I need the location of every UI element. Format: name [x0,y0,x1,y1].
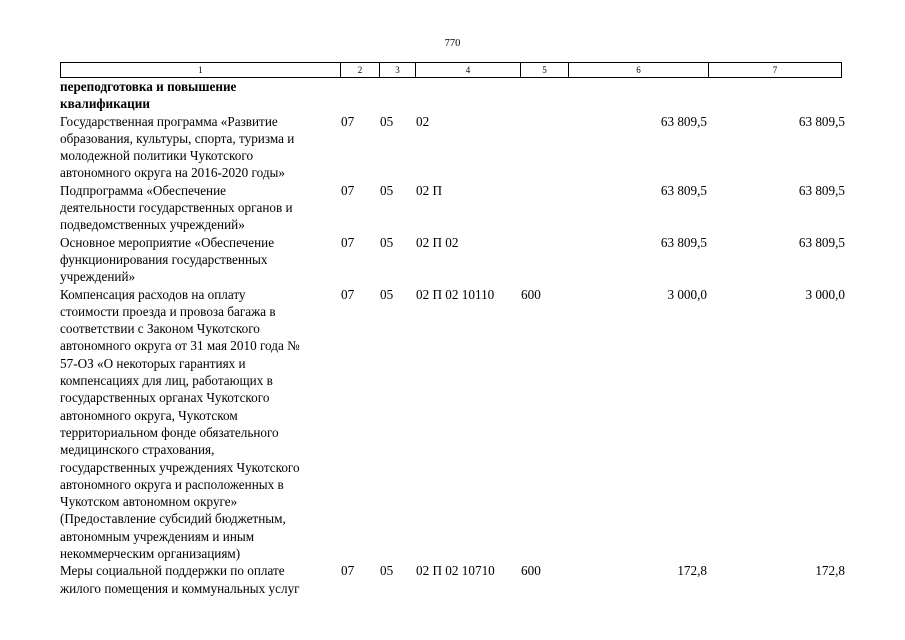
target-article-code: 02 [416,113,430,129]
expense-type-code: 600 [521,563,541,579]
section-code: 07 [341,182,355,198]
description-line: Меры социальной поддержки по оплате [60,563,285,579]
description-line: деятельности государственных органов и [60,200,293,216]
amount-col-7: 3 000,0 [805,286,845,302]
amount-col-6: 63 809,5 [660,234,707,250]
header-cell-2: 2 [341,63,380,78]
description-line: молодежной политики Чукотского [60,148,254,164]
header-row [61,63,842,78]
table-row [60,182,845,234]
table-row [60,286,845,563]
description-line: переподготовка и повышение [60,79,237,94]
description-line: автономного округа от 31 мая 2010 года № [60,338,300,354]
subsection-code: 05 [380,113,394,129]
description-line: автономным учреждениям и иным [60,528,255,544]
description-line: Основное мероприятие «Обеспечение [60,234,275,250]
header-cell-4: 4 [416,63,521,78]
description-line: подведомственных учреждений» [60,217,245,233]
target-article-code: 02 П [416,182,443,198]
description-line: Чукотском автономном округе» [60,494,238,510]
description-line: медицинского страхования, [60,442,215,458]
budget-rows [60,78,845,597]
subsection-code: 05 [380,563,394,579]
description-line: 57-ОЗ «О некоторых гарантиях и [60,355,246,371]
description-line: Подпрограмма «Обеспечение [60,182,227,198]
amount-col-6: 3 000,0 [667,286,707,302]
description-line: образования, культуры, спорта, туризма и [60,130,295,146]
description-line: Государственная программа «Развитие [60,113,278,129]
table-row [60,113,845,182]
description-line: территориальном фонде обязательного [60,424,279,440]
description-line: (Предоставление субсидий бюджетным, [60,511,286,527]
row-description [60,234,345,286]
row-description [60,286,345,563]
header-cell-1: 1 [61,63,341,78]
description-line: государственных учреждениях Чукотского [60,459,300,475]
amount-col-7: 63 809,5 [798,113,845,129]
target-article-code: 02 П 02 10710 [416,563,495,579]
section-code: 07 [341,113,355,129]
subsection-code: 05 [380,234,394,250]
table-row [60,78,845,113]
description-line: государственных органах Чукотского [60,390,270,406]
amount-col-7: 63 809,5 [798,234,845,250]
expense-type-code: 600 [521,286,541,302]
row-description [60,562,345,597]
table-row [60,562,845,597]
header-cell-5: 5 [521,63,569,78]
description-line: учреждений» [60,269,136,285]
header-cell-3: 3 [380,63,416,78]
target-article-code: 02 П 02 [416,234,459,250]
row-description [60,78,345,113]
column-header-table [60,62,842,78]
header-cell-7: 7 [709,63,842,78]
table-row [60,234,845,286]
description-line: квалификации [60,96,150,112]
description-line: соответствии с Законом Чукотского [60,321,260,337]
subsection-code: 05 [380,286,394,302]
description-line: компенсациях для лиц, работающих в [60,373,273,389]
description-line: некоммерческим организациям) [60,546,241,562]
description-line: жилого помещения и коммунальных услуг [60,580,300,596]
description-line: автономного округа, Чукотском [60,407,238,423]
amount-col-6: 63 809,5 [660,113,707,129]
amount-col-6: 63 809,5 [660,182,707,198]
section-code: 07 [341,234,355,250]
amount-col-7: 63 809,5 [798,182,845,198]
description-line: Компенсация расходов на оплату [60,286,246,302]
section-code: 07 [341,563,355,579]
section-code: 07 [341,286,355,302]
description-line: автономного округа на 2016-2020 годы» [60,165,285,181]
target-article-code: 02 П 02 10110 [416,286,495,302]
row-description [60,182,345,234]
description-line: функционирования государственных [60,251,268,267]
subsection-code: 05 [380,182,394,198]
row-description [60,113,345,182]
header-cell-6: 6 [569,63,709,78]
amount-col-7: 172,8 [815,563,845,579]
description-line: стоимости проезда и провоза багажа в [60,303,276,319]
page-number: 770 [444,38,461,49]
amount-col-6: 172,8 [677,563,707,579]
description-line: автономного округа и расположенных в [60,476,284,492]
